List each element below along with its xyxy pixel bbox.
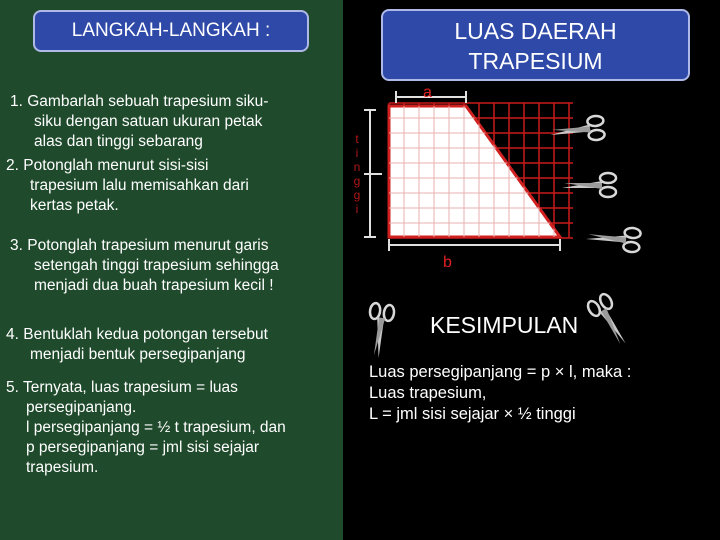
page-title-line-2: TRAPESIUM [468, 48, 603, 74]
trapezoid-shape [389, 106, 560, 237]
step-5: 5. Ternyata, luas trapesium = luas persegipanjang. l persegipanjang = ½ t trapesium, dan p persegipanjang = jml sisi sejajar trapesium. [6, 379, 286, 476]
scissors-icon [586, 292, 634, 351]
step-2: 2. Potonglah menurut sisi-sisi trapesium lalu memisahkan dari kertas petak. [6, 157, 249, 214]
label-b: b [443, 254, 452, 271]
label-a: a [423, 84, 432, 101]
step-4: 4. Bentuklah kedua potongan tersebut menjadi bentuk persegipanjang [6, 326, 268, 363]
dimension-t [364, 110, 382, 237]
kesimpulan-heading: KESIMPULAN [430, 312, 579, 338]
step-1: 1. Gambarlah sebuah trapesium siku- siku dengan satuan ukuran petak alas dan tinggi sebarang [10, 93, 269, 150]
scissors-icon [585, 224, 641, 253]
scissors-icon [364, 302, 395, 359]
page-title-line-1: LUAS DAERAH [454, 18, 617, 44]
scissors-icon [549, 115, 605, 144]
kesimpulan-text: Luas persegipanjang = p × l, maka : Luas trapesium, L = jml sisi sejajar × ½ tinggi [369, 363, 632, 423]
steps-title-text: LANGKAH-LANGKAH : [71, 20, 271, 41]
dimension-b [389, 239, 560, 251]
step-3: 3. Potonglah trapesium menurut garis setengah tinggi trapesium sehingga menjadi dua buah trapesium kecil ! [10, 237, 279, 294]
label-tinggi: t i n g g i [353, 132, 361, 216]
